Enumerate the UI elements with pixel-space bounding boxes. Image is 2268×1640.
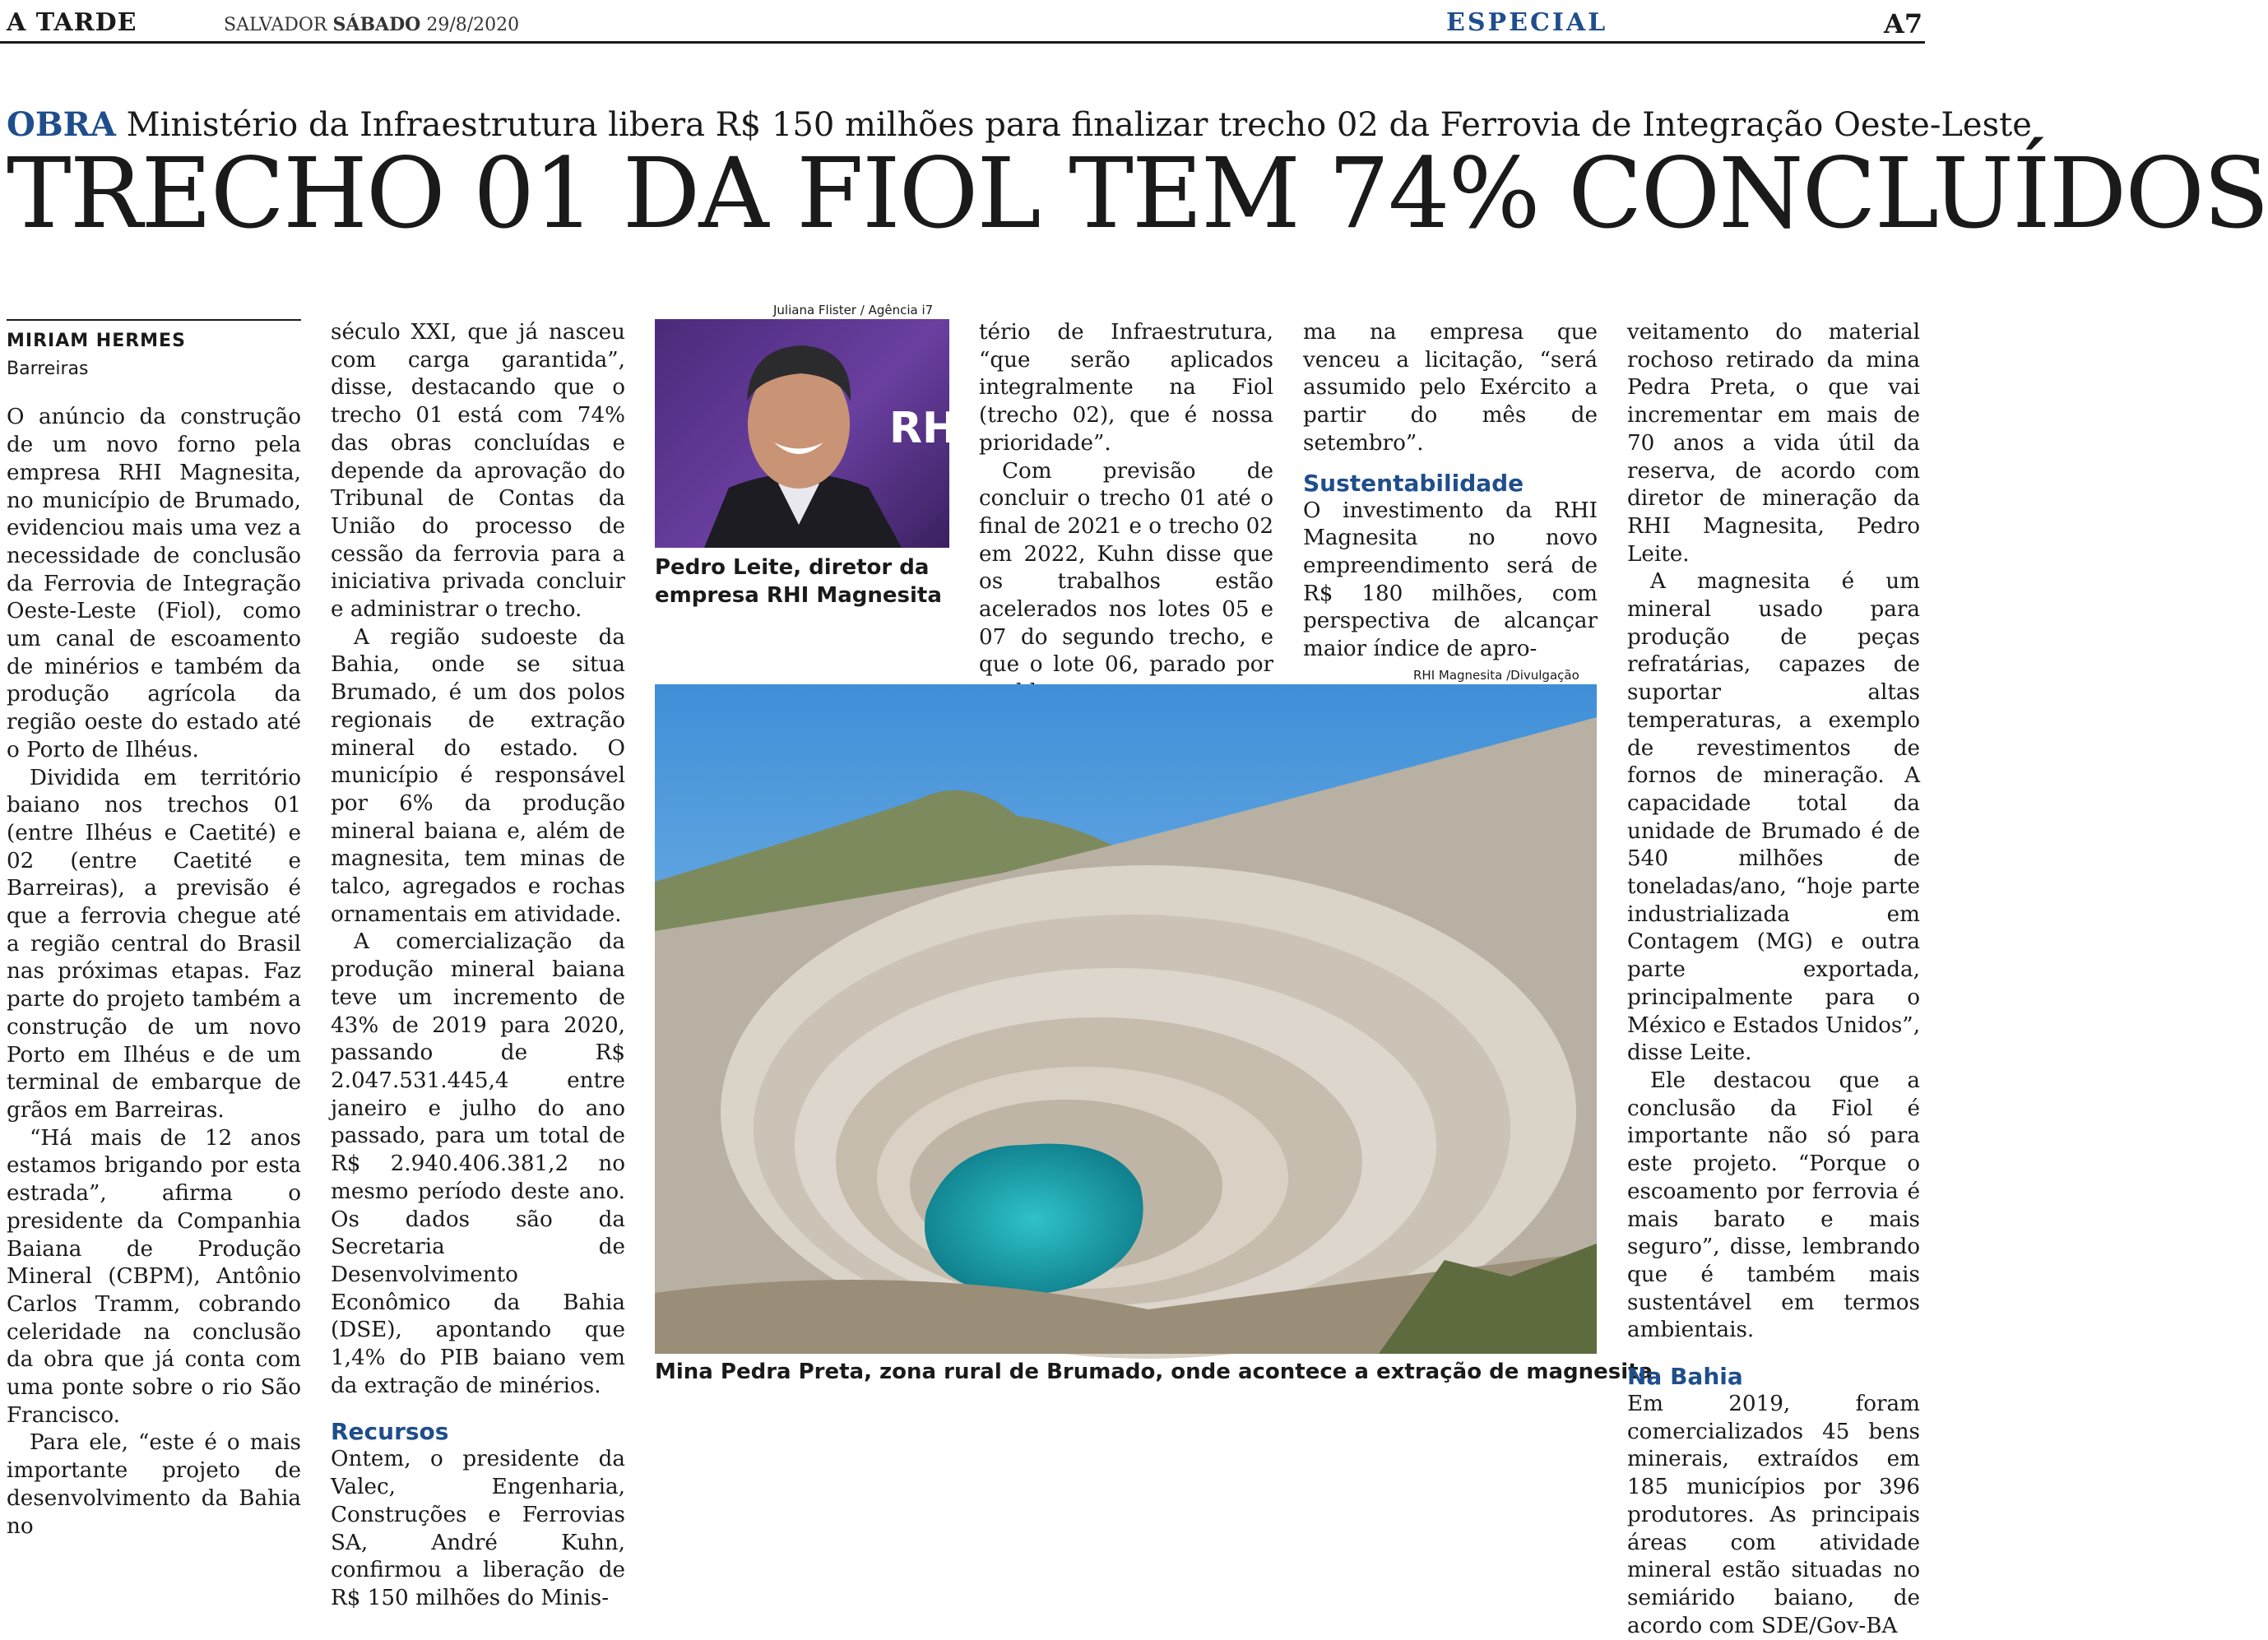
- portrait-photo: [655, 319, 974, 548]
- mine-caption: Mina Pedra Preta, zona rural de Brumado, onde acontece a extração de magnesita: [655, 1360, 1653, 1384]
- column-5: [1627, 319, 1920, 1640]
- paragraph: O anúncio da construção de um novo forno pela empresa RHI Magnesita, no município de Brumado, evidenciou mais uma vez a necessidade de conclusão da Ferrovia de Integração Oeste-Leste (Fiol), como um canal de escoamento de minérios e também da produção agrícola da região oeste do estado até o Porto de Ilhéus.: [7, 405, 301, 762]
- byline-place: Barreiras: [7, 358, 89, 379]
- paragraph: A comercialização da produção mineral baiana teve um incremento de 43% de 2019 para 2020, passando de R$ 2.047.531.445,4 entre janeiro e julho do ano passado, para um total de R$ 2.940.406.381,2 no mesmo período deste ano. Os dados são da Secretaria de Desenvolvimento Econômico da Bahia (DSE), apontando que 1,4% do PIB baiano vem da extração de minérios.: [331, 929, 625, 1398]
- paragraph: tério de Infraestrutura, “que serão aplicados integralmente na Fiol (trecho 02), que é nossa prioridade”.: [979, 320, 1273, 456]
- column-2: [331, 319, 625, 1613]
- byline-author: MIRIAM HERMES: [7, 331, 186, 351]
- column-3: [979, 319, 1273, 707]
- subhead-sustentabilidade: Sustentabilidade: [1303, 469, 1524, 497]
- masthead: A TARDE: [7, 8, 137, 37]
- paragraph: Ele destacou que a conclusão da Fiol é importante não só para este projeto. “Porque o escoamento por ferrovia é mais barato e mais seguro”, disse, lembrando que é também mais sustentável em termos ambientais.: [1627, 1068, 1920, 1343]
- page-number: A7: [1884, 8, 1923, 39]
- paragraph: veitamento do material rochoso retirado da mina Pedra Preta, o que vai incrementar em mais de 70 anos a vida útil da reserva, de acordo com diretor de mineração da RHI Magnesita, Pedro Leite.: [1627, 320, 1920, 567]
- paragraph: A região sudoeste da Bahia, onde se situa Brumado, é um dos polos regionais de extração mineral do estado. O município é responsável por 6% da produção mineral baiana e, além de magnesita, tem minas de talco, agregados e rochas ornamentais em atividade.: [331, 624, 625, 927]
- headline: TRECHO 01 DA FIOL TEM 74% CONCLUÍDOS: [7, 137, 2268, 250]
- rhi-logo-text: RHI: [889, 404, 974, 453]
- paragraph: Para ele, “este é o mais importante projeto de desenvolvimento da Bahia no: [7, 1430, 301, 1539]
- mine-illustration: [655, 684, 1597, 1354]
- mine-photo: [655, 684, 1597, 1354]
- column-1: [7, 327, 301, 1540]
- paragraph: Dividida em território baiano nos trechos 01 (entre Ilhéus e Caetité) e 02 (entre Caetité e Barreiras), a previsão é que a ferrovia chegue até a região central do Brasil nas próximas etapas. Faz parte do projeto também a construção de um novo Porto em Ilhéus e de um terminal de embarque de grãos em Barreiras.: [7, 765, 301, 1123]
- header-weekday: SÁBADO: [332, 14, 421, 35]
- column-4: [1303, 319, 1598, 664]
- header-date: 29/8/2020: [426, 15, 520, 35]
- paragraph: “Há mais de 12 anos estamos brigando por esta estrada”, afirma o presidente da Companhia Baiana de Produção Mineral (CBPM), Antônio Carlos Tramm, cobrando celeridade na conclusão da obra que já conta com uma ponte sobre o rio São Francisco.: [7, 1125, 301, 1428]
- subhead-recursos: Recursos: [331, 1418, 449, 1446]
- photo-credit: Juliana Flister / Agência i7: [773, 303, 934, 317]
- section-label: ESPECIAL: [1446, 8, 1608, 37]
- portrait-caption: Pedro Leite, diretor da empresa RHI Magnesita: [655, 555, 942, 608]
- header-city: SALVADOR: [224, 15, 327, 35]
- paragraph: Ontem, o presidente da Valec, Engenharia, Construções e Ferrovias SA, André Kuhn, confirmou a liberação de R$ 150 milhões do Minis-: [331, 1447, 625, 1610]
- paragraph: século XXI, que já nasceu com carga garantida”, disse, destacando que o trecho 01 está com 74% das obras concluídas e depende da aprovação do Tribunal de Contas da União do processo de cessão da ferrovia para a iniciativa privada concluir e administrar o trecho.: [331, 320, 625, 623]
- subhead-na-bahia: Na Bahia: [1627, 1363, 1743, 1391]
- paragraph: O investimento da RHI Magnesita no novo empreendimento será de R$ 180 milhões, com perspectiva de alcançar maior índice de apro-: [1303, 498, 1598, 662]
- header-rule: [0, 41, 1925, 44]
- byline-rule: [7, 319, 301, 321]
- paragraph: Com previsão de concluir o trecho 01 até o final de 2021 e o trecho 02 em 2022, Kuhn disse que os trabalhos estão acelerados nos lotes 05 e 07 do segundo trecho, e que o lote 06, parado por: [979, 458, 1273, 678]
- paragraph: Em 2019, foram comercializados 45 bens minerais, extraídos em 185 municípios por 396 produtores. As principais áreas com atividade mineral estão situadas no semiárido baiano, de acordo com SDE/Gov-BA: [1627, 1392, 1920, 1638]
- photo-credit: RHI Magnesita /Divulgação: [1413, 668, 1579, 683]
- paragraph: ma na empresa que venceu a licitação, “será assumido pelo Exército a partir do mês de setembro”.: [1303, 320, 1598, 456]
- paragraph: A magnesita é um mineral usado para produção de peças refratárias, capazes de suportar altas temperaturas, a exemplo de revestimentos de fornos de mineração. A capacidade total da unidade de Brumado é de 540 milhões de toneladas/ano, “hoje parte industrializada em Contagem (MG) e outra parte exportada, principalmente para o México e Estados Unidos”, disse Leite.: [1627, 569, 1921, 1066]
- kicker-tag: OBRA: [7, 105, 116, 144]
- kicker-text: Ministério da Infraestrutura libera R$ 150 milhões para finalizar trecho 02 da Ferrovia de Integração Oeste-Leste: [126, 106, 2032, 144]
- portrait-illustration: [655, 319, 974, 548]
- header-dateline: [224, 14, 519, 35]
